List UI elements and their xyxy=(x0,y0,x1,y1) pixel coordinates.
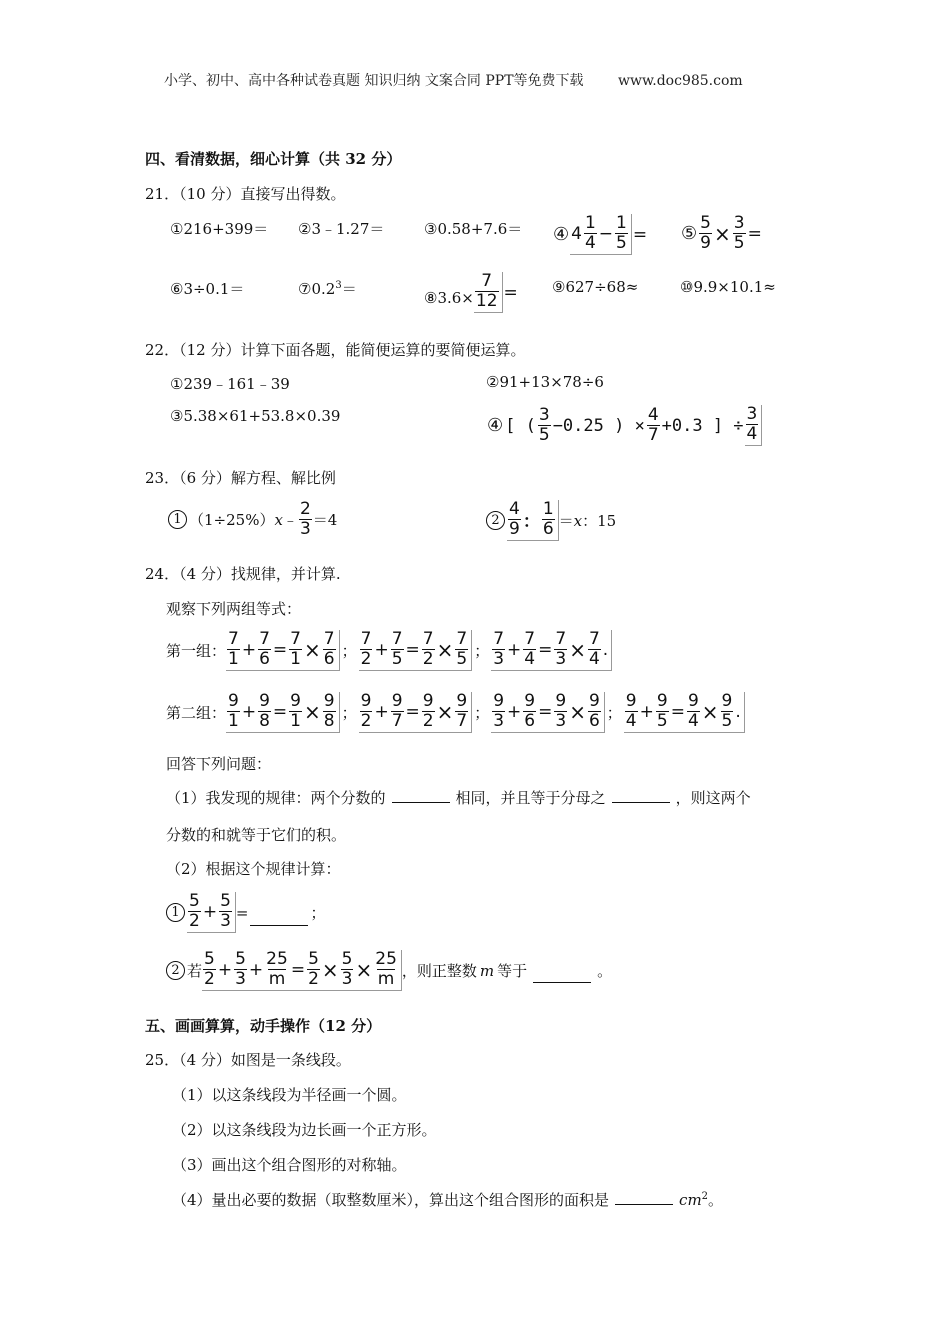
equals-sign: = xyxy=(503,282,518,303)
denominator: 5 xyxy=(656,711,668,731)
denominator: 5 xyxy=(616,233,627,253)
denominator: 3 xyxy=(555,711,567,731)
equals-sign: = xyxy=(235,903,249,922)
fraction xyxy=(523,692,536,731)
numerator: 5 xyxy=(700,213,711,233)
expression-middle: −0.25 ) × xyxy=(552,415,645,436)
times-sign: × xyxy=(304,699,321,724)
numerator: 9 xyxy=(259,691,270,711)
group-2-equations xyxy=(226,692,745,733)
fraction xyxy=(391,692,404,731)
numerator: 25 xyxy=(266,949,288,969)
times-sign: × xyxy=(569,637,586,662)
numerator: 9 xyxy=(360,691,372,711)
numerator: 4 xyxy=(647,405,659,425)
equals-text: 等于 xyxy=(497,962,528,980)
fraction xyxy=(422,692,435,731)
expression-prefix: （1÷25%） xyxy=(189,511,275,529)
numerator: 9 xyxy=(391,691,403,711)
fraction xyxy=(687,692,700,731)
fraction xyxy=(746,405,759,444)
times-sign: × xyxy=(436,699,454,724)
semicolon: ； xyxy=(606,704,622,722)
denominator: 3 xyxy=(493,711,505,731)
q25-step-1: （1）以这条线段为半径画一个圆。 xyxy=(172,1086,407,1104)
fraction xyxy=(374,950,398,989)
numerator: 5 xyxy=(308,949,319,969)
equals-sign: = xyxy=(670,701,685,722)
denominator: 5 xyxy=(538,425,550,445)
fraction xyxy=(258,692,271,731)
denominator: 4 xyxy=(746,424,758,444)
fraction xyxy=(258,630,271,669)
denominator: 2 xyxy=(422,649,434,669)
numerator: 3 xyxy=(538,405,550,425)
q21-item-10: ⑩9.9×10.1≈ xyxy=(680,278,776,296)
numerator: 7 xyxy=(323,629,335,649)
denominator: 3 xyxy=(493,649,505,669)
denominator: 2 xyxy=(189,911,200,931)
denominator: 1 xyxy=(228,711,239,731)
equals-sign: = xyxy=(272,701,288,722)
answer-blank[interactable] xyxy=(533,968,591,983)
plus-sign: + xyxy=(639,701,654,722)
equation-box xyxy=(624,692,745,733)
denominator: 5 xyxy=(456,649,468,669)
part-1-text-b: 相同，并且等于分母之 xyxy=(455,789,606,807)
q24-calc-1 xyxy=(166,892,326,933)
circled-number-4: ④ xyxy=(487,415,504,436)
q25-step-3: （3）画出这个组合图形的对称轴。 xyxy=(172,1156,407,1174)
fraction xyxy=(523,630,536,669)
denominator: 2 xyxy=(360,711,372,731)
denominator: 4 xyxy=(524,649,536,669)
numerator: 9 xyxy=(493,691,505,711)
numerator: 7 xyxy=(456,629,468,649)
fraction xyxy=(492,692,505,731)
bracket-open: [ ( xyxy=(505,415,536,436)
numerator: 9 xyxy=(588,691,600,711)
minus-sign: ﹣ xyxy=(282,511,298,529)
denominator: 6 xyxy=(524,711,536,731)
fraction-box xyxy=(507,500,559,541)
numerator: 9 xyxy=(625,691,637,711)
equals-sign: = xyxy=(405,701,420,722)
times-sign: × xyxy=(436,637,454,662)
fraction xyxy=(307,950,320,989)
numerator: 7 xyxy=(290,629,301,649)
fraction xyxy=(323,630,336,669)
q24-part-1-cont: 分数的和就等于它们的积。 xyxy=(166,826,347,844)
semicolon: ； xyxy=(341,642,357,660)
q21-item-4 xyxy=(552,214,648,255)
fraction xyxy=(455,692,468,731)
denominator: 3 xyxy=(555,649,567,669)
base: ⑦0.2 xyxy=(298,280,336,298)
fraction xyxy=(721,692,734,731)
fraction xyxy=(699,214,712,253)
header-url[interactable]: www.doc985.com xyxy=(617,73,743,89)
numerator: 9 xyxy=(456,691,468,711)
variable-x: x xyxy=(573,511,583,530)
group-2-label: 第二组： xyxy=(166,704,227,722)
circled-number-1: 1 xyxy=(166,903,185,922)
section-5-title: 五、画画算算，动手操作（12 分） xyxy=(145,1017,382,1035)
denominator: 1 xyxy=(228,649,239,669)
answer-blank[interactable] xyxy=(392,788,450,803)
fraction-box xyxy=(570,214,632,255)
q25-heading: 25．（4 分）如图是一条线段。 xyxy=(145,1051,351,1069)
fraction xyxy=(508,500,521,539)
then-text: ，则正整数 xyxy=(401,962,477,980)
numerator: 9 xyxy=(290,691,301,711)
numerator: 2 xyxy=(299,499,311,519)
q21-item-2: ②3﹣1.27＝ xyxy=(298,220,385,238)
semicolon: ； xyxy=(310,904,326,922)
numerator: 7 xyxy=(493,629,505,649)
denominator: 6 xyxy=(542,519,554,539)
numerator: 7 xyxy=(259,629,270,649)
denominator: 3 xyxy=(299,519,311,539)
numerator: 5 xyxy=(189,891,200,911)
q23-item-1 xyxy=(168,500,337,539)
plus-sign: + xyxy=(507,701,522,722)
q24-observe: 观察下列两组等式： xyxy=(166,600,302,618)
numerator: 1 xyxy=(616,213,627,233)
semicolon: ； xyxy=(474,704,490,722)
numerator: 7 xyxy=(524,629,536,649)
denominator: 1 xyxy=(290,649,301,669)
denominator: 7 xyxy=(456,711,468,731)
denominator: 6 xyxy=(588,711,600,731)
fraction xyxy=(554,692,567,731)
group-1-label: 第一组： xyxy=(166,642,227,660)
denominator: 5 xyxy=(721,711,733,731)
fraction xyxy=(299,500,312,539)
q24-part-2: （2）根据这个规律计算： xyxy=(166,860,341,878)
denominator: 5 xyxy=(733,233,745,253)
if-word: 若 xyxy=(187,962,203,980)
q21-item-6: ⑥3÷0.1＝ xyxy=(170,280,245,298)
equation-box xyxy=(226,692,340,733)
fraction-box xyxy=(202,950,402,991)
semicolon: ； xyxy=(341,704,357,722)
numerator: 7 xyxy=(588,629,600,649)
q21-item-3: ③0.58+7.6＝ xyxy=(424,220,523,238)
numerator: 1 xyxy=(584,213,596,233)
plus-sign: + xyxy=(217,959,233,980)
equals-sign: = xyxy=(405,639,420,660)
step-4-text: （4）量出必要的数据（取整数厘米），算出这个组合图形的面积是 xyxy=(172,1191,610,1209)
denominator: 2 xyxy=(204,969,215,989)
header-text: 小学、初中、高中各种试卷真题 知识归纳 文案合同 PPT等免费下载 xyxy=(164,73,584,89)
numerator: 5 xyxy=(204,949,215,969)
expression-middle-2: +0.3 ] ÷ xyxy=(661,415,744,436)
numerator: 9 xyxy=(555,691,567,711)
q21-item-7 xyxy=(298,278,357,299)
q21-item-1: ①216+399＝ xyxy=(170,220,269,238)
unit: cm xyxy=(679,1191,702,1209)
denominator: 7 xyxy=(391,711,403,731)
numerator: 9 xyxy=(721,691,733,711)
circled-number-2: 2 xyxy=(486,511,505,530)
q24-heading: 24．（4 分）找规律，并计算. xyxy=(145,565,341,583)
times-sign: × xyxy=(701,699,719,724)
denominator: 5 xyxy=(391,649,403,669)
q21-item-5 xyxy=(680,214,763,253)
fraction xyxy=(492,630,505,669)
numerator: 7 xyxy=(422,629,434,649)
fraction xyxy=(542,500,555,539)
period: 。 xyxy=(708,1191,724,1209)
numerator: 1 xyxy=(542,499,554,519)
period: . xyxy=(735,701,741,722)
numerator: 5 xyxy=(341,949,353,969)
equation-box xyxy=(359,630,473,671)
equals-sign: = xyxy=(632,224,648,245)
equals-sign: = xyxy=(747,223,762,244)
variable-m: m xyxy=(479,961,495,980)
denominator: 9 xyxy=(700,233,711,253)
q24-calc-2 xyxy=(166,950,612,991)
fraction xyxy=(554,630,567,669)
numerator: 9 xyxy=(656,691,668,711)
equals-value: ＝4 xyxy=(312,511,338,529)
q25-step-4 xyxy=(172,1189,723,1210)
numerator: 5 xyxy=(220,891,231,911)
ratio-value: ：15 xyxy=(582,512,617,530)
equals-sign: = xyxy=(272,639,288,660)
denominator: 6 xyxy=(323,649,335,669)
answer-blank[interactable] xyxy=(615,1190,673,1205)
numerator: 9 xyxy=(524,691,536,711)
plus-sign: + xyxy=(374,701,389,722)
denominator: 3 xyxy=(235,969,246,989)
q21-heading: 21．（10 分）直接写出得数。 xyxy=(145,185,346,203)
denominator: m xyxy=(377,969,395,989)
ratio-colon: ： xyxy=(522,512,540,532)
fraction xyxy=(538,406,551,445)
denominator: 4 xyxy=(687,711,699,731)
denominator: 2 xyxy=(308,969,319,989)
part-1-text-c: ，则这两个 xyxy=(675,789,751,807)
plus-sign: + xyxy=(241,701,257,722)
circled-number-1: 1 xyxy=(168,510,187,529)
fraction xyxy=(265,950,289,989)
denominator: 3 xyxy=(341,969,353,989)
denominator: 8 xyxy=(259,711,270,731)
fraction xyxy=(289,692,302,731)
plus-sign: + xyxy=(507,639,522,660)
plus-sign: + xyxy=(248,959,264,980)
q22-heading: 22．（12 分）计算下面各题，能简便运算的要简便运算。 xyxy=(145,341,526,359)
period: . xyxy=(602,639,609,660)
equation-box xyxy=(359,692,473,733)
semicolon: ； xyxy=(474,642,490,660)
numerator: 7 xyxy=(391,629,403,649)
numerator: 7 xyxy=(481,271,493,291)
numerator: 4 xyxy=(509,499,520,519)
denominator: 9 xyxy=(509,519,520,539)
section-4-title: 四、看清数据，细心计算（共 32 分） xyxy=(145,150,402,168)
denominator: 4 xyxy=(588,649,600,669)
fraction xyxy=(588,630,601,669)
denominator: 4 xyxy=(625,711,637,731)
times-sign: × xyxy=(713,221,731,246)
times-sign: × xyxy=(569,699,586,724)
page-header xyxy=(164,70,743,90)
q23-item-2 xyxy=(486,500,616,541)
denominator: 1 xyxy=(290,711,301,731)
q23-heading: 23．（6 分）解方程、解比例 xyxy=(145,469,336,487)
fraction xyxy=(289,630,302,669)
fraction xyxy=(656,692,669,731)
plus-sign: + xyxy=(202,901,218,922)
numerator: 3 xyxy=(733,213,745,233)
fraction xyxy=(341,950,354,989)
denominator: 2 xyxy=(360,649,372,669)
q22-item-4 xyxy=(486,405,762,446)
fraction xyxy=(625,692,638,731)
part-1-text-a: （1）我发现的规律：两个分数的 xyxy=(166,789,386,807)
numerator: 7 xyxy=(360,629,372,649)
fraction xyxy=(227,630,240,669)
period: 。 xyxy=(597,962,613,980)
q21-item-9: ⑨627÷68≈ xyxy=(552,278,639,296)
equals-sign: = xyxy=(290,959,306,980)
q22-item-3: ③5.38×61+53.8×0.39 xyxy=(170,407,341,425)
numerator: 5 xyxy=(235,949,246,969)
q25-step-2: （2）以这条线段为边长画一个正方形。 xyxy=(172,1121,437,1139)
fraction xyxy=(422,630,435,669)
whole-number: 4 xyxy=(571,223,582,244)
denominator: 6 xyxy=(259,649,270,669)
fraction xyxy=(360,692,373,731)
times-sign: × xyxy=(304,637,321,662)
fraction xyxy=(647,406,660,445)
numerator: 25 xyxy=(375,949,397,969)
numerator: 9 xyxy=(422,691,434,711)
expression-prefix: ⑧3.6× xyxy=(424,288,474,307)
numerator: 9 xyxy=(228,691,239,711)
q22-item-2: ②91+13×78÷6 xyxy=(486,373,604,391)
fraction xyxy=(188,892,201,931)
plus-sign: + xyxy=(241,639,257,660)
fraction xyxy=(234,950,247,989)
equals-sign: = xyxy=(538,701,553,722)
fraction-box xyxy=(474,272,503,313)
answer-blank[interactable] xyxy=(612,788,670,803)
fraction xyxy=(391,630,404,669)
fraction xyxy=(733,214,746,253)
denominator: 7 xyxy=(647,425,659,445)
numerator: 3 xyxy=(746,404,758,424)
fraction xyxy=(227,692,240,731)
q24-group-1 xyxy=(166,630,612,671)
numerator: 7 xyxy=(228,629,239,649)
equation-box xyxy=(226,630,340,671)
fraction xyxy=(455,630,468,669)
unit-exponent: 2 xyxy=(701,1191,709,1202)
minus-sign: − xyxy=(598,223,614,244)
denominator: 4 xyxy=(584,233,596,253)
fraction xyxy=(219,892,232,931)
times-sign: × xyxy=(355,957,373,982)
fraction-box xyxy=(745,405,763,446)
numerator: 9 xyxy=(687,691,699,711)
q24-part-1 xyxy=(166,787,751,808)
denominator: 12 xyxy=(475,291,498,311)
group-1-equations xyxy=(226,630,612,671)
q24-answer-label: 回答下列问题： xyxy=(166,755,272,773)
numerator: 7 xyxy=(555,629,567,649)
denominator: m xyxy=(268,969,286,989)
circled-number-5: ⑤ xyxy=(681,223,698,244)
denominator: 3 xyxy=(220,911,231,931)
fraction xyxy=(615,214,628,253)
circled-number-4: ④ xyxy=(553,224,570,245)
equation-box xyxy=(491,630,612,671)
circled-number-2: 2 xyxy=(166,961,185,980)
denominator: 8 xyxy=(323,711,335,731)
q24-group-2 xyxy=(166,692,745,733)
denominator: 2 xyxy=(422,711,434,731)
times-sign: × xyxy=(321,957,339,982)
equals-sign: = xyxy=(538,639,553,660)
numerator: 9 xyxy=(323,691,335,711)
fraction xyxy=(588,692,601,731)
fraction xyxy=(323,692,336,731)
equals-sign: ＝ xyxy=(558,512,574,530)
exponent: 3 xyxy=(335,280,342,291)
fraction xyxy=(203,950,216,989)
variable-x: x xyxy=(274,510,283,529)
q21-item-8 xyxy=(424,272,519,313)
equation-box xyxy=(491,692,605,733)
fraction xyxy=(360,630,373,669)
fraction-box xyxy=(187,892,236,933)
q22-item-1: ①239﹣161﹣39 xyxy=(170,375,290,393)
fraction xyxy=(584,214,597,253)
plus-sign: + xyxy=(374,639,389,660)
answer-blank[interactable] xyxy=(250,911,308,926)
equals-sign: ＝ xyxy=(341,280,357,298)
fraction xyxy=(475,272,499,311)
